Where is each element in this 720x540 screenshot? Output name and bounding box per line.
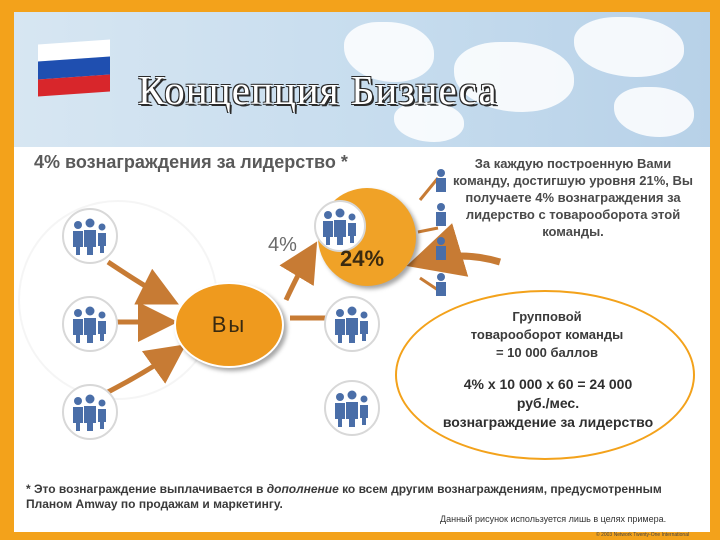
people-group-icon (330, 389, 374, 427)
copyright: © 2003 Network Twenty-One International (596, 532, 690, 538)
people-group-icon (68, 393, 112, 431)
team-icon-circle (62, 208, 118, 264)
stacked-people-icons (430, 165, 452, 305)
europe-map-shape (574, 17, 684, 77)
team-icon-circle (324, 380, 380, 436)
team-icon-circle (324, 296, 380, 352)
disclaimer: Данный рисунок используется лишь в целях примера. (440, 514, 667, 524)
europe-map-shape (614, 87, 694, 137)
team-icon-circle (62, 296, 118, 352)
formula-line3: вознаграждение за лидерство (442, 414, 654, 430)
team-icon-circle (62, 384, 118, 440)
turnover-text (452, 308, 642, 362)
formula-line1: 4% х 10 000 х 60 = 24 000 (463, 376, 633, 392)
russian-flag-icon (38, 39, 110, 96)
footnote-part1: * Это вознаграждение выплачивается в (26, 482, 267, 496)
team-icon-circle (314, 200, 366, 252)
left-percent-label: 4% (268, 234, 297, 256)
subtitle: 4% вознаграждения за лидерство * (34, 152, 348, 172)
big-percent-label: 24% (340, 246, 385, 271)
formula-line2: руб./мес. (516, 395, 580, 411)
footnote-part2: ко всем другим вознаграждениям, предусмотренным Планом Amway по продажам и маркетингу. (26, 482, 662, 511)
turnover-line3: = 10 000 баллов (495, 345, 599, 360)
people-group-icon (330, 305, 374, 343)
footnote-emphasis: дополнение (266, 482, 339, 496)
formula-text (418, 375, 678, 432)
description-text: За каждую построенную Вами команду, достигшую уровня 21%, Вы получаете 4% вознаграждения за лидерство с товарооборота этой команды. (452, 156, 694, 239)
turnover-line2: товарооборот команды (470, 327, 624, 342)
turnover-line1: Групповой (512, 309, 582, 324)
footnote (26, 482, 686, 512)
you-circle (174, 282, 284, 368)
people-group-icon (68, 305, 112, 343)
people-group-icon (318, 207, 362, 245)
people-group-icon (68, 217, 112, 255)
page-title: Концепция Бизнеса (138, 67, 498, 113)
you-label: Вы (211, 312, 247, 337)
